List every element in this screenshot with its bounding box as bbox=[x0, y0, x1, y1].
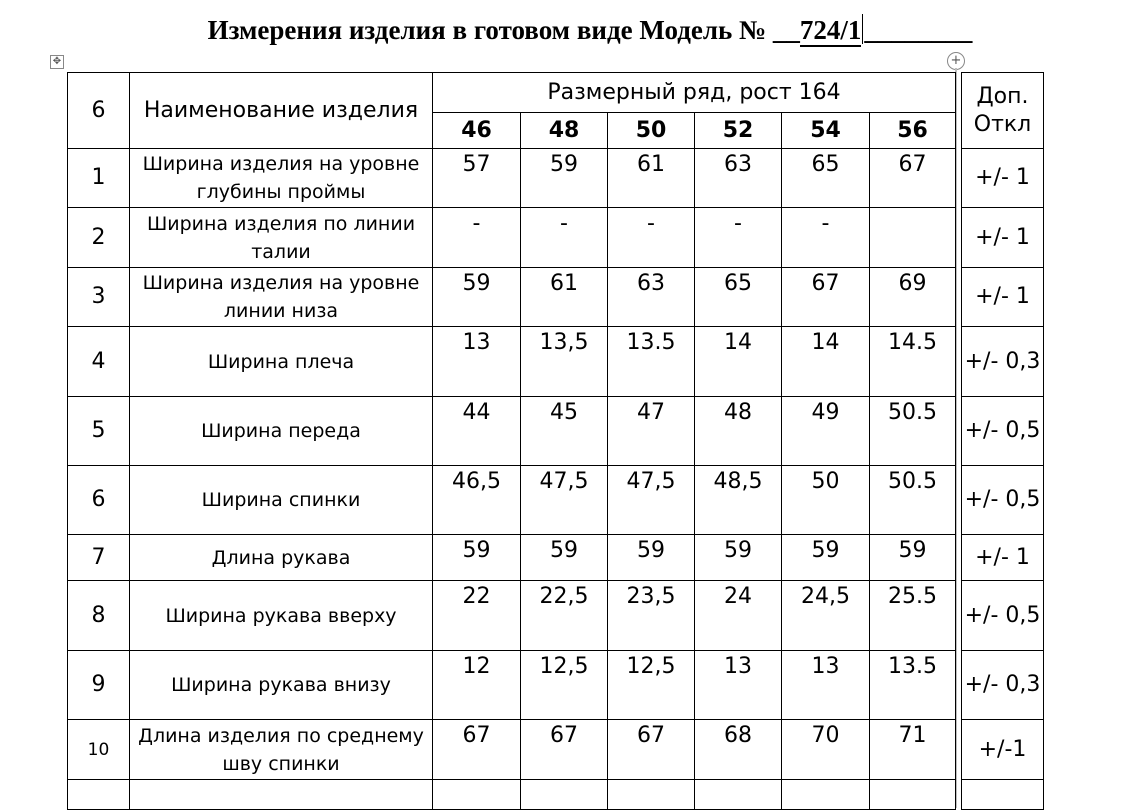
size-value-cell[interactable]: 22 bbox=[433, 581, 521, 651]
size-value-cell[interactable]: 13.5 bbox=[870, 651, 956, 720]
size-value-cell[interactable]: 25.5 bbox=[870, 581, 956, 651]
row-number-cell[interactable]: 7 bbox=[68, 535, 130, 581]
size-value-cell[interactable]: 12 bbox=[433, 651, 521, 720]
size-value-cell[interactable] bbox=[782, 780, 870, 810]
size-value-cell[interactable]: 61 bbox=[608, 149, 695, 208]
table-row bbox=[68, 581, 1044, 651]
size-value-cell[interactable]: 65 bbox=[782, 149, 870, 208]
tolerance-cell[interactable]: +/- 0,5 bbox=[962, 466, 1044, 535]
size-value-cell[interactable]: 59 bbox=[521, 149, 608, 208]
size-value-cell[interactable]: 50.5 bbox=[870, 466, 956, 535]
size-value-cell[interactable] bbox=[870, 208, 956, 268]
size-value-cell[interactable]: 49 bbox=[782, 397, 870, 466]
size-value-cell[interactable]: - bbox=[433, 208, 521, 268]
size-cell: 52 bbox=[695, 113, 782, 149]
tolerance-cell[interactable]: +/- 1 bbox=[962, 535, 1044, 581]
size-value-cell[interactable]: 63 bbox=[608, 268, 695, 327]
table-row bbox=[68, 535, 1044, 581]
measurement-name-cell[interactable]: Ширина изделия по линии талии bbox=[130, 208, 433, 268]
size-value-cell[interactable]: - bbox=[608, 208, 695, 268]
size-value-cell[interactable]: 48 bbox=[695, 397, 782, 466]
size-value-cell[interactable]: 13 bbox=[782, 651, 870, 720]
tolerance-cell[interactable]: +/- 0,3 bbox=[962, 327, 1044, 397]
tolerance-cell[interactable] bbox=[962, 780, 1044, 810]
row-number-cell[interactable]: 1 bbox=[68, 149, 130, 208]
size-value-cell[interactable]: 50 bbox=[782, 466, 870, 535]
size-value-cell[interactable]: 67 bbox=[433, 720, 521, 780]
measurement-name-cell[interactable]: Длина изделия по среднему шву спинки bbox=[130, 720, 433, 780]
title-prefix: Измерения изделия в готовом виде Модель № __ bbox=[207, 15, 800, 45]
tolerance-cell[interactable]: +/-1 bbox=[962, 720, 1044, 780]
measurement-name-cell[interactable]: Ширина изделия на уровне линии низа bbox=[130, 268, 433, 327]
size-value-cell[interactable]: 59 bbox=[782, 535, 870, 581]
size-value-cell[interactable]: 13.5 bbox=[608, 327, 695, 397]
size-value-cell[interactable] bbox=[608, 780, 695, 810]
size-value-cell[interactable]: - bbox=[695, 208, 782, 268]
size-value-cell[interactable]: 61 bbox=[521, 268, 608, 327]
table-row bbox=[68, 268, 1044, 327]
measurement-name-cell[interactable]: Длина рукава bbox=[130, 535, 433, 581]
size-value-cell[interactable]: 59 bbox=[433, 535, 521, 581]
table-row bbox=[68, 780, 1044, 810]
size-value-cell[interactable]: 71 bbox=[870, 720, 956, 780]
size-value-cell[interactable]: 67 bbox=[870, 149, 956, 208]
row-number-cell[interactable]: 9 bbox=[68, 651, 130, 720]
size-value-cell[interactable]: - bbox=[782, 208, 870, 268]
tolerance-cell[interactable]: +/- 0,5 bbox=[962, 397, 1044, 466]
measurement-name-cell[interactable]: Ширина переда bbox=[130, 397, 433, 466]
row-number-cell[interactable]: 6 bbox=[68, 466, 130, 535]
table-row bbox=[68, 720, 1044, 780]
size-cell: 46 bbox=[433, 113, 521, 149]
tolerance-cell[interactable]: +/- 1 bbox=[962, 268, 1044, 327]
size-value-cell[interactable] bbox=[521, 780, 608, 810]
measurement-name-cell[interactable] bbox=[130, 780, 433, 810]
measurement-name-cell[interactable]: Ширина рукава вверху bbox=[130, 581, 433, 651]
table-row bbox=[68, 397, 1044, 466]
size-value-cell[interactable]: 50.5 bbox=[870, 397, 956, 466]
header-tolerance-cell: Доп. Откл bbox=[962, 73, 1044, 149]
table-row bbox=[68, 149, 1044, 208]
tolerance-cell[interactable]: +/- 1 bbox=[962, 208, 1044, 268]
size-value-cell[interactable]: 69 bbox=[870, 268, 956, 327]
size-cell: 56 bbox=[870, 113, 956, 149]
measurement-name-cell[interactable]: Ширина плеча bbox=[130, 327, 433, 397]
title-model-number[interactable]: 724/1 bbox=[799, 15, 862, 45]
size-value-cell[interactable]: 24 bbox=[695, 581, 782, 651]
size-value-cell[interactable]: 59 bbox=[870, 535, 956, 581]
size-value-cell[interactable]: 59 bbox=[608, 535, 695, 581]
size-value-cell[interactable]: 63 bbox=[695, 149, 782, 208]
size-value-cell[interactable]: 13,5 bbox=[521, 327, 608, 397]
add-column-icon[interactable]: + bbox=[947, 52, 965, 70]
size-value-cell[interactable]: 59 bbox=[695, 535, 782, 581]
size-value-cell[interactable]: 59 bbox=[433, 268, 521, 327]
size-cell: 50 bbox=[608, 113, 695, 149]
table-row bbox=[68, 208, 1044, 268]
table-row bbox=[68, 651, 1044, 720]
measurement-name-cell[interactable]: Ширина рукава внизу bbox=[130, 651, 433, 720]
header-num-cell: 6 bbox=[68, 73, 130, 149]
size-value-cell[interactable]: 68 bbox=[695, 720, 782, 780]
size-cell: 48 bbox=[521, 113, 608, 149]
row-number-cell[interactable]: 2 bbox=[68, 208, 130, 268]
table-body bbox=[68, 73, 1044, 810]
row-number-cell[interactable]: 10 bbox=[68, 720, 130, 780]
size-value-cell[interactable]: 46,5 bbox=[433, 466, 521, 535]
header-name-cell: Наименование изделия bbox=[130, 73, 433, 149]
document-title bbox=[0, 13, 1145, 47]
measurements-table bbox=[67, 72, 1044, 810]
row-number-cell[interactable]: 4 bbox=[68, 327, 130, 397]
size-value-cell[interactable]: 47,5 bbox=[608, 466, 695, 535]
row-number-cell[interactable]: 3 bbox=[68, 268, 130, 327]
size-value-cell[interactable]: 13 bbox=[433, 327, 521, 397]
size-value-cell[interactable]: 13 bbox=[695, 651, 782, 720]
size-value-cell[interactable]: 67 bbox=[782, 268, 870, 327]
size-value-cell[interactable]: 14.5 bbox=[870, 327, 956, 397]
size-value-cell[interactable] bbox=[695, 780, 782, 810]
size-value-cell[interactable]: 67 bbox=[521, 720, 608, 780]
size-value-cell[interactable]: 44 bbox=[433, 397, 521, 466]
size-value-cell[interactable]: - bbox=[521, 208, 608, 268]
table-row bbox=[68, 466, 1044, 535]
header-row bbox=[68, 73, 1044, 113]
table-move-handle-icon[interactable]: ✥ bbox=[50, 55, 64, 69]
size-value-cell[interactable]: 48,5 bbox=[695, 466, 782, 535]
tolerance-cell[interactable]: +/- 0,5 bbox=[962, 581, 1044, 651]
size-value-cell[interactable]: 47,5 bbox=[521, 466, 608, 535]
size-value-cell[interactable]: 12,5 bbox=[608, 651, 695, 720]
measurement-name-cell[interactable]: Ширина спинки bbox=[130, 466, 433, 535]
tolerance-cell[interactable]: +/- 0,3 bbox=[962, 651, 1044, 720]
size-value-cell[interactable]: 14 bbox=[782, 327, 870, 397]
header-size-range-cell: Размерный ряд, рост 164 bbox=[433, 73, 956, 113]
size-value-cell[interactable]: 67 bbox=[608, 720, 695, 780]
size-value-cell[interactable]: 22,5 bbox=[521, 581, 608, 651]
size-value-cell[interactable]: 47 bbox=[608, 397, 695, 466]
size-value-cell[interactable]: 70 bbox=[782, 720, 870, 780]
size-value-cell[interactable] bbox=[433, 780, 521, 810]
size-value-cell[interactable]: 24,5 bbox=[782, 581, 870, 651]
size-value-cell[interactable]: 23,5 bbox=[608, 581, 695, 651]
row-number-cell[interactable]: 8 bbox=[68, 581, 130, 651]
size-value-cell[interactable] bbox=[870, 780, 956, 810]
measurement-name-cell[interactable]: Ширина изделия на уровне глубины проймы bbox=[130, 149, 433, 208]
size-value-cell[interactable]: 12,5 bbox=[521, 651, 608, 720]
size-value-cell[interactable]: 57 bbox=[433, 149, 521, 208]
row-number-cell[interactable] bbox=[68, 780, 130, 810]
size-value-cell[interactable]: 65 bbox=[695, 268, 782, 327]
table-row bbox=[68, 327, 1044, 397]
tolerance-cell[interactable]: +/- 1 bbox=[962, 149, 1044, 208]
size-cell: 54 bbox=[782, 113, 870, 149]
size-value-cell[interactable]: 14 bbox=[695, 327, 782, 397]
row-number-cell[interactable]: 5 bbox=[68, 397, 130, 466]
title-suffix: ________ bbox=[864, 15, 973, 45]
size-value-cell[interactable]: 59 bbox=[521, 535, 608, 581]
size-value-cell[interactable]: 45 bbox=[521, 397, 608, 466]
